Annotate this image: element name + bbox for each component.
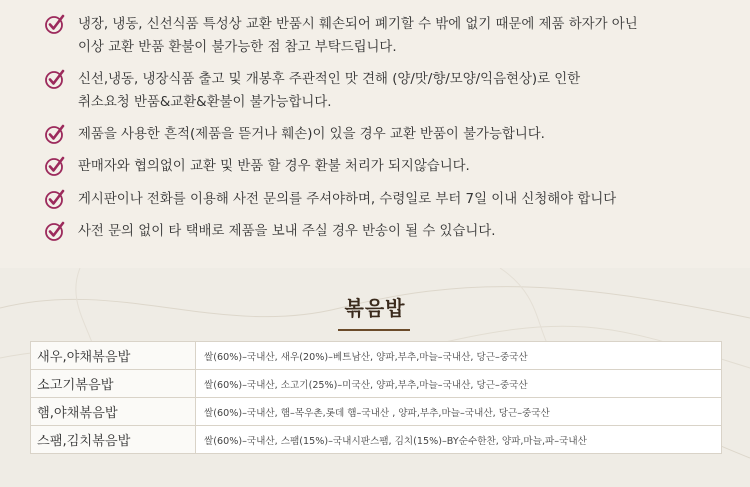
notice-line: 냉장, 냉동, 신선식품 특성상 교환 반품시 훼손되어 폐기할 수 밖에 없기 때문에 제품 하자가 아닌: [78, 17, 638, 32]
menu-name: 새우,야채볶음밥: [31, 342, 196, 370]
check-circle-icon: [44, 123, 66, 145]
notice-item: [44, 13, 638, 59]
notice-item: [44, 123, 545, 146]
section-title: 볶음밥: [344, 296, 406, 320]
notice-item: [44, 220, 496, 243]
table-row: [31, 398, 722, 426]
check-circle-icon: [44, 188, 66, 210]
notice-line: 판매자와 협의없이 교환 및 반품 할 경우 환불 처리가 되지않습니다.: [78, 159, 470, 174]
menu-ingredients: 쌀(60%)–국내산, 스팸(15%)–국내시판스팸, 김치(15%)–BY순수한찬, 양파,마늘,파–국내산: [196, 426, 722, 454]
menu-name: 햄,야채볶음밥: [31, 398, 196, 426]
check-circle-icon: [44, 68, 66, 90]
notice-line: 게시판이나 전화를 이용해 사전 문의를 주셔야하며, 수령일로 부터 7일 이내 신청해야 합니다: [78, 192, 617, 207]
menu-ingredients: 쌀(60%)–국내산, 새우(20%)–베트남산, 양파,부추,마늘–국내산, 당근–중국산: [196, 342, 722, 370]
notice-line: 이상 교환 반품 환불이 불가능한 점 참고 부탁드립니다.: [78, 40, 397, 55]
table-row: [31, 342, 722, 370]
menu-name: 소고기볶음밥: [31, 370, 196, 398]
notice-item: [44, 155, 470, 178]
menu-name: 스팸,김치볶음밥: [31, 426, 196, 454]
notice-line: 사전 문의 없이 타 택배로 제품을 보내 주실 경우 반송이 될 수 있습니다.: [78, 224, 496, 239]
notice-line: 취소요청 반품&교환&환불이 불가능합니다.: [78, 95, 332, 110]
title-underline: [338, 329, 410, 331]
check-circle-icon: [44, 155, 66, 177]
menu-table: [30, 341, 722, 454]
notice-item: [44, 188, 616, 211]
check-circle-icon: [44, 13, 66, 35]
table-row: [31, 426, 722, 454]
menu-ingredients: 쌀(60%)–국내산, 햄–목우촌,롯데 햄–국내산 , 양파,부추,마늘–국내산, 당근–중국산: [196, 398, 722, 426]
notice-line: 신선,냉동, 냉장식품 출고 및 개봉후 주관적인 맛 견해 (양/맛/향/모양/익음현상)로 인한: [78, 72, 581, 87]
notice-item: [44, 68, 580, 114]
menu-ingredients: 쌀(60%)–국내산, 소고기(25%)–미국산, 양파,부추,마늘–국내산, 당근–중국산: [196, 370, 722, 398]
check-circle-icon: [44, 220, 66, 242]
notice-line: 제품을 사용한 흔적(제품을 뜯거나 훼손)이 있을 경우 교환 반품이 불가능합니다.: [78, 127, 545, 142]
table-row: [31, 370, 722, 398]
cropped-top-line: [0, 0, 750, 6]
